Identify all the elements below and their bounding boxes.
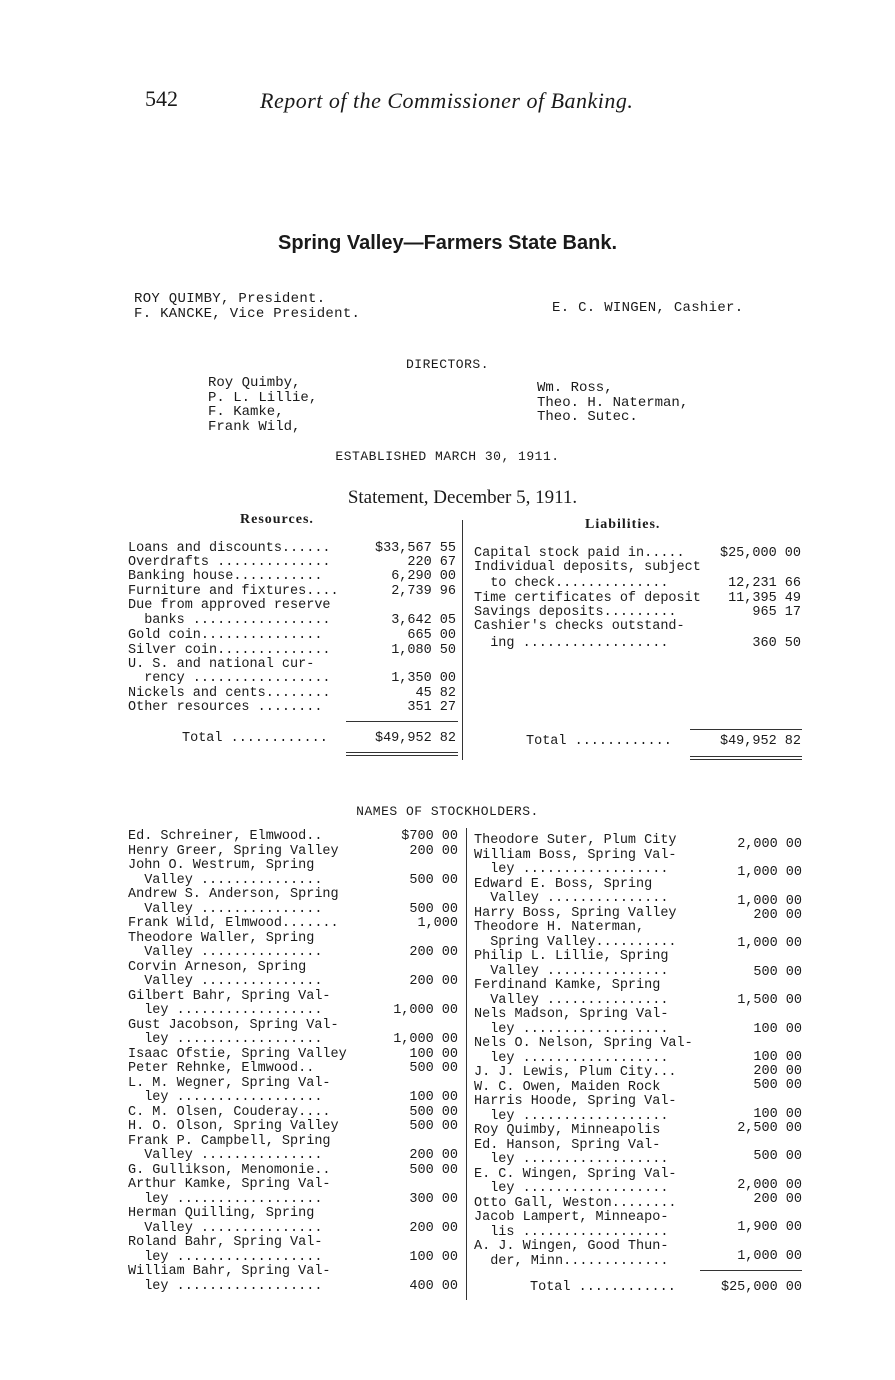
liability-label: Time certificates of deposit (474, 591, 701, 606)
cashier: E. C. WINGEN, Cashier. (552, 300, 744, 316)
resource-row (128, 555, 456, 570)
established-date: ESTABLISHED MARCH 30, 1911. (335, 449, 560, 464)
resource-amount: 6,290 00 (391, 569, 456, 584)
stockholders-right-amounts: 2,000 00 1,000 00 1,000 00 200 00 1,000 00 500 00 1,500 00 100 00 100 00 200 00 500 00 100 00 2,500 00 500 00 2,000 00 200 00 1,900 00 1,000 00 (737, 837, 802, 1264)
director-name: Theo. H. Naterman, (537, 394, 689, 411)
resource-row (128, 657, 456, 672)
bank-title: Spring Valley—Farmers State Bank. (277, 232, 618, 254)
resource-row (128, 584, 456, 599)
liabilities-total-label: Total ............ (526, 734, 672, 749)
page-number: 542 (145, 86, 178, 111)
resource-row (128, 671, 456, 686)
resource-label: Silver coin.............. (128, 643, 331, 658)
vice-president: F. KANCKE, Vice President. (134, 306, 361, 322)
resources-total-rule (346, 721, 458, 722)
resource-label: Other resources ........ (128, 700, 323, 715)
directors-heading: DIRECTORS. (405, 357, 489, 372)
resource-row (128, 643, 456, 658)
resource-label: Loans and discounts...... (128, 541, 331, 556)
director-name: Wm. Ross, (537, 380, 613, 396)
resource-amount: 351 27 (407, 700, 456, 715)
resources-total-row (182, 731, 456, 746)
resource-amount: 1,350 00 (391, 671, 456, 686)
liability-amount: 965 17 (752, 605, 801, 620)
resource-row (128, 541, 456, 556)
liability-label: Savings deposits......... (474, 605, 677, 620)
liability-amount: 11,395 49 (728, 591, 801, 606)
stockholders-column-divider (466, 828, 467, 1300)
liability-row (474, 576, 801, 591)
resource-amount: 220 67 (407, 555, 456, 570)
director-name: P. L. Lillie, (208, 389, 318, 406)
president: ROY QUIMBY, President. (134, 291, 326, 307)
resource-label: Due from approved reserve (128, 598, 331, 613)
resource-row (128, 686, 456, 701)
director-name: Roy Quimby, (208, 375, 301, 391)
stockholders-left-amounts: $700 00 200 00 500 00 500 00 1,000 200 00 200 00 1,000 00 1,000 00 100 00 500 00 100 00 500 00 500 00 200 00 500 00 300 00 200 00 100 00 400 00 (393, 829, 458, 1294)
statement-title: Statement, December 5, 1911. (347, 487, 578, 508)
liability-label: Individual deposits, subject (474, 560, 701, 575)
liability-label: Capital stock paid in..... (474, 546, 685, 561)
liabilities-total-row (526, 734, 801, 749)
liability-row (474, 605, 801, 620)
director-name: F. Kamke, (208, 404, 284, 420)
stockholders-total-amount: $25,000 00 (720, 1280, 802, 1295)
resources-total-amount: $49,952 82 (374, 731, 456, 746)
liabilities-heading: Liabilities. (585, 517, 661, 532)
running-title: Report of the Commissioner of Banking. (260, 88, 634, 113)
column-divider (462, 520, 463, 760)
resource-label: rency ................. (128, 671, 331, 686)
resource-label: Banking house........... (128, 569, 323, 584)
liability-row (474, 636, 801, 651)
resource-row (128, 569, 456, 584)
resource-label: Nickels and cents........ (128, 686, 331, 701)
director-name: Frank Wild, (208, 418, 301, 435)
stockholders-right-names: Theodore Suter, Plum City William Boss, Spring Val- ley .................. Edward E. Boss, Spring Valley ............... Harry Boss, Spring Valley Theodore H. Naterman, Spring Valley.......... Philip L. Lillie, Spring Valley ............... Ferdinand Kamke, Spring Valley ............... Nels Madson, Spring Val- ley .................. Nels O. Nelson, Spring Val- ley .................. J. J. Lewis, Plum City... W. C. Owen, Maiden Rock Harris Hoode, Spring Val- ley .................. Roy Quimby, Minneapolis Ed. Hanson, Spring Val- ley .................. E. C. Wingen, Spring Val- ley .................. Otto Gall, Weston........ Jacob Lampert, Minneapo- lis .................. A. J. Wingen, Good Thun- der, Minn............. (474, 833, 693, 1269)
liabilities-double-rule (690, 759, 802, 760)
stockholders-total-rule (700, 1270, 802, 1271)
resource-label: Gold coin............... (128, 628, 323, 643)
resource-amount: 665 00 (407, 628, 456, 643)
resource-amount: 45 82 (415, 686, 456, 701)
liability-label: to check.............. (474, 576, 669, 591)
liabilities-total-amount: $49,952 82 (719, 734, 801, 749)
resource-amount: 2,739 96 (391, 584, 456, 599)
liabilities-total-rule (690, 729, 802, 730)
resource-amount: 3,642 05 (391, 613, 456, 628)
resource-row (128, 628, 456, 643)
liability-label: Cashier's checks outstand- (474, 619, 685, 634)
resource-row (128, 700, 456, 715)
resource-row (128, 613, 456, 628)
resource-label: Overdrafts .............. (128, 555, 331, 570)
liability-row (474, 560, 801, 575)
directors-right (537, 381, 688, 425)
director-name: Theo. Sutec. (537, 409, 638, 425)
stockholders-total-row (530, 1280, 802, 1295)
liability-label: ing .................. (474, 636, 669, 651)
liability-row (474, 619, 801, 634)
liability-row (474, 546, 801, 561)
liability-row (474, 591, 801, 606)
resources-total-label: Total ............ (182, 731, 328, 746)
resource-label: banks ................. (128, 613, 331, 628)
stockholders-heading: NAMES OF STOCKHOLDERS. (356, 804, 539, 819)
resource-amount: 1,080 50 (391, 643, 456, 658)
resource-label: U. S. and national cur- (128, 657, 315, 672)
resource-amount: $33,567 55 (374, 541, 456, 556)
stockholders-left-names: Ed. Schreiner, Elmwood.. Henry Greer, Spring Valley John O. Westrum, Spring Valley ............... Andrew S. Anderson, Spring Valley ............... Frank Wild, Elmwood....... Theodore Waller, Spring Valley ............... Corvin Arneson, Spring Valley ............... Gilbert Bahr, Spring Val- ley .................. Gust Jacobson, Spring Val- ley .................. Isaac Ofstie, Spring Valley Peter Rehnke, Elmwood.. L. M. Wegner, Spring Val- ley .................. C. M. Olsen, Couderay.... H. O. Olson, Spring Valley Frank P. Campbell, Spring Valley ............... G. Gullikson, Menomonie.. Arthur Kamke, Spring Val- ley .................. Herman Quilling, Spring Valley ............... Roland Bahr, Spring Val- ley .................. William Bahr, Spring Val- ley .................. (128, 829, 347, 1294)
liabilities-double-rule (690, 756, 802, 757)
liability-amount: $25,000 00 (719, 546, 801, 561)
resources-double-rule (346, 755, 458, 756)
liability-amount: 12,231 66 (728, 576, 801, 591)
resources-double-rule (346, 752, 458, 753)
resources-heading: Resources. (240, 512, 314, 527)
resource-row (128, 598, 456, 613)
liability-amount: 360 50 (752, 636, 801, 651)
stockholders-total-label: Total ............ (530, 1280, 676, 1295)
directors-left (208, 376, 317, 434)
resource-label: Furniture and fixtures.... (128, 584, 339, 599)
